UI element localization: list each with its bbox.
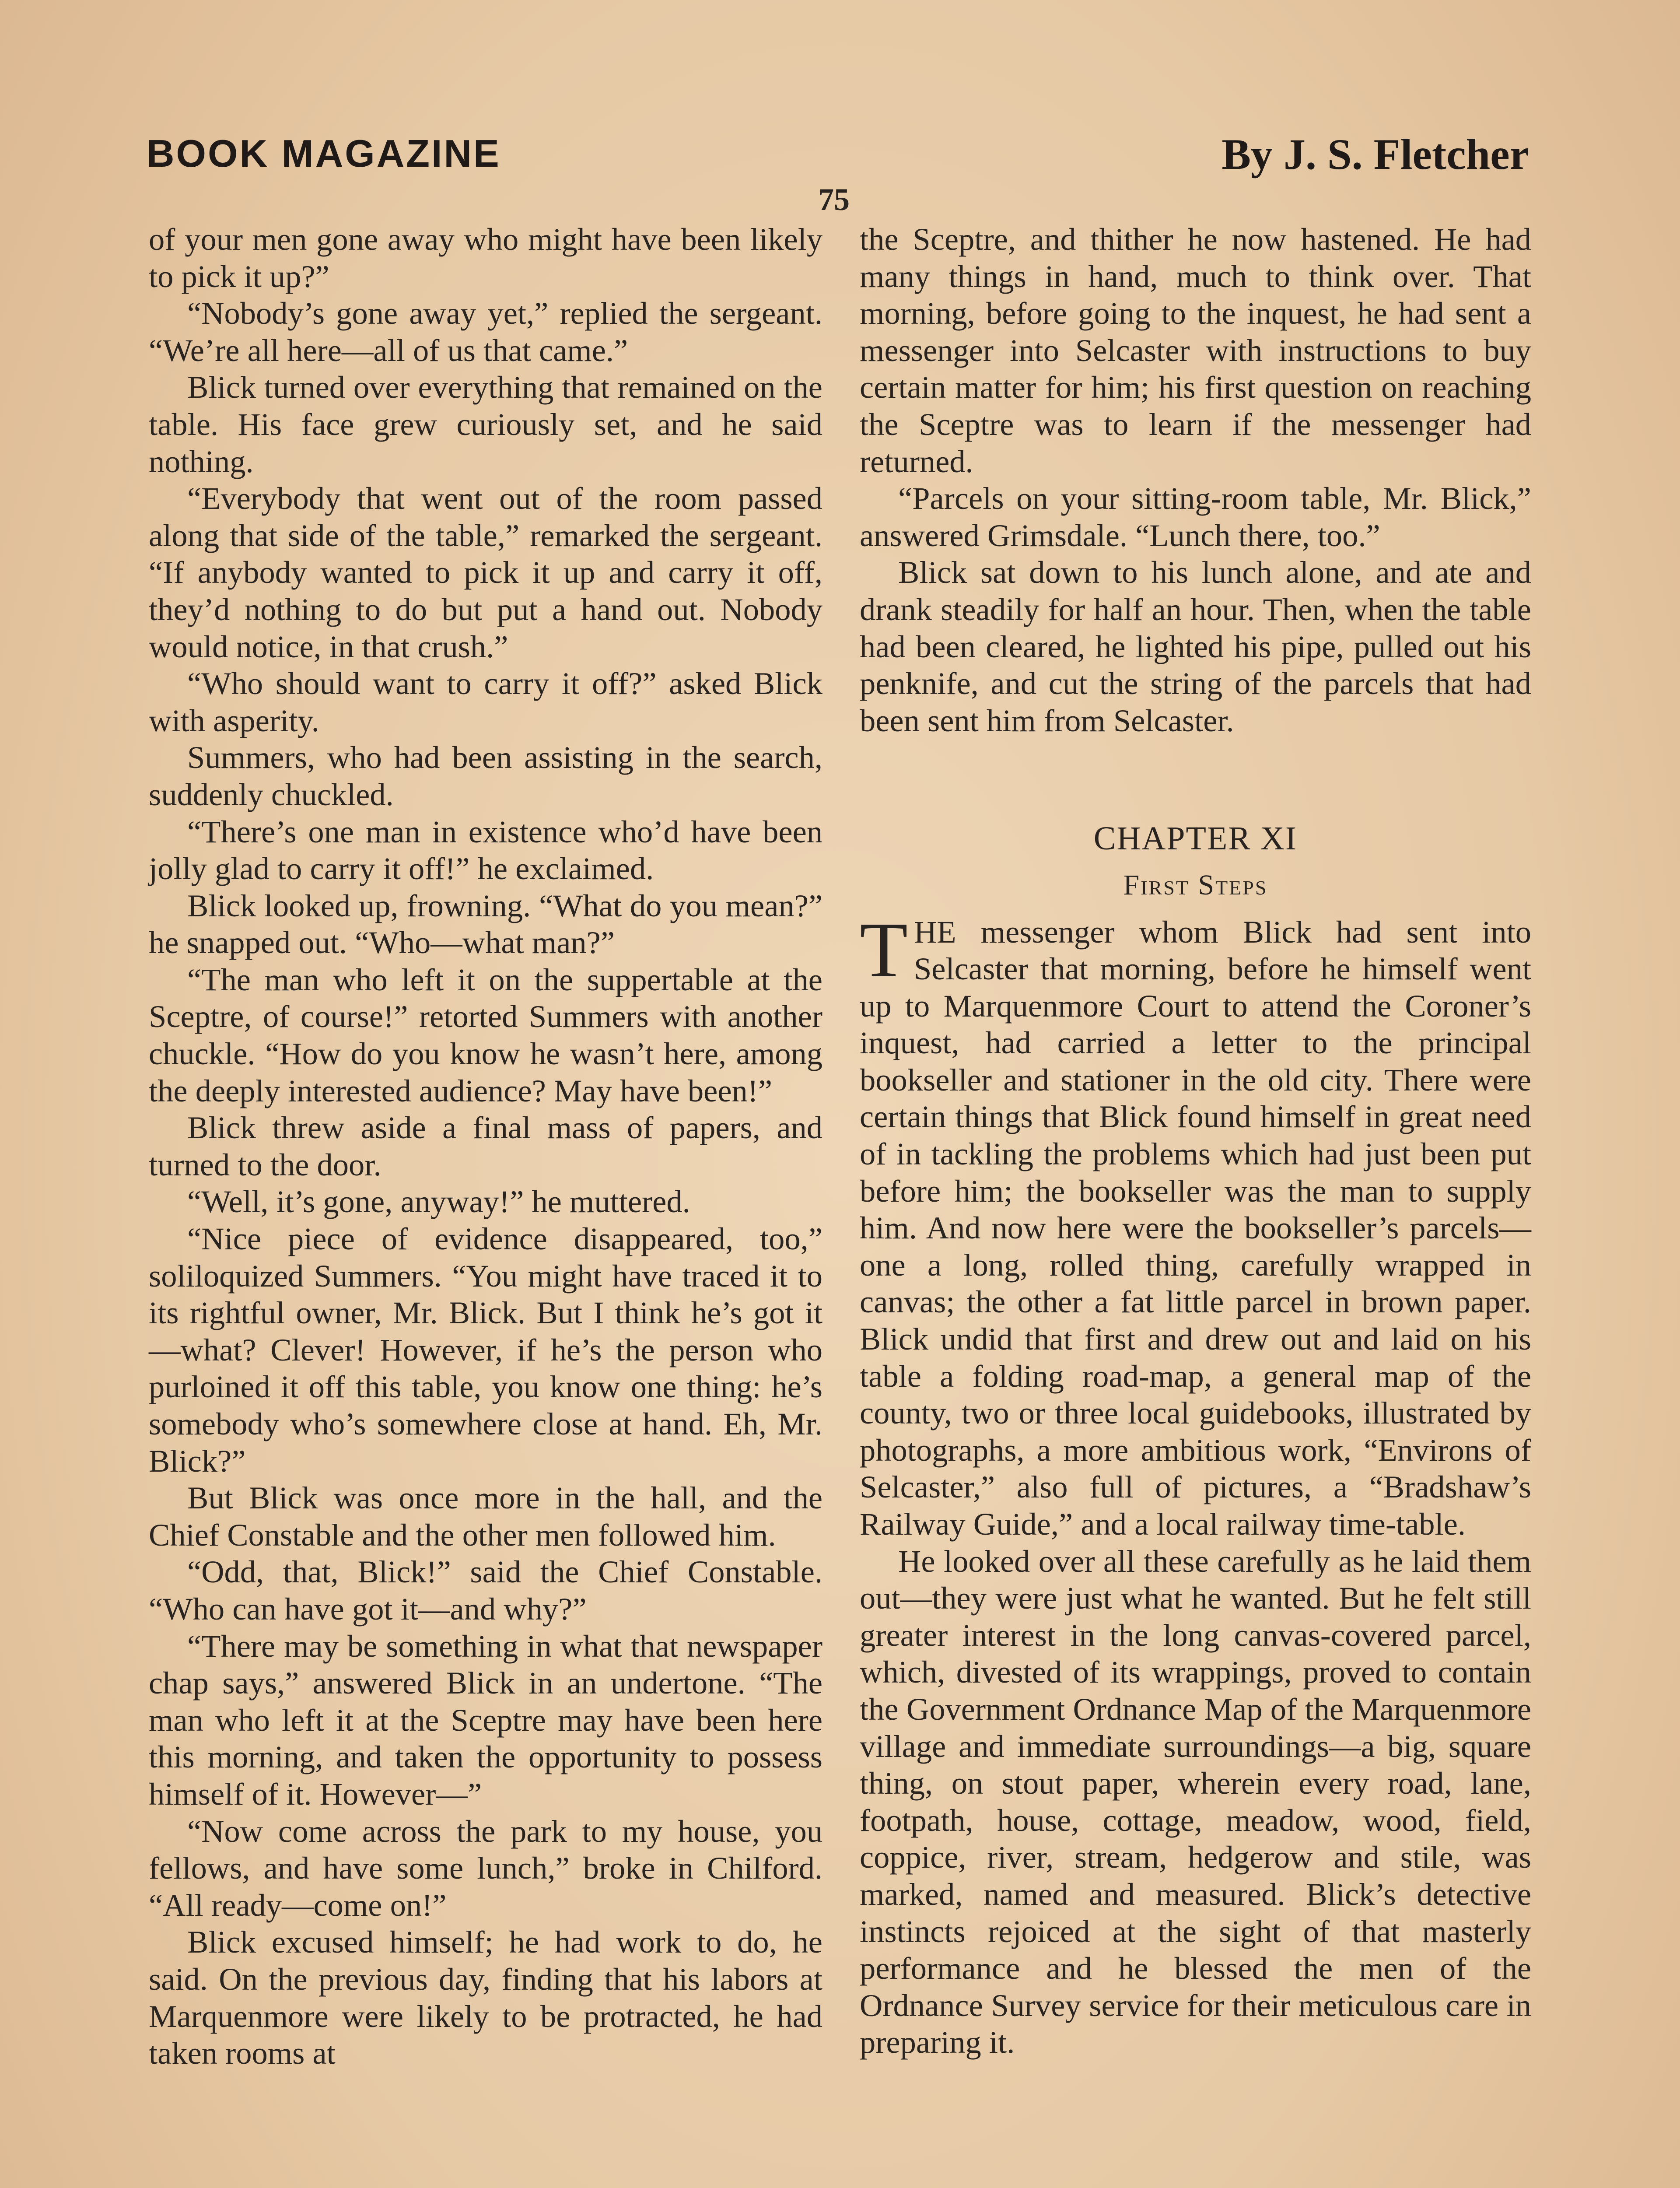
paragraph: “Well, it’s gone, anyway!” he muttered. [187,1184,690,1220]
paragraph: “Everybody that went out of the room passed along that side of the table,” remarked the sergeant. “If anybody wanted to pick it up and carry it off, they’d nothing to do but put a hand out. Nobody would notice, in that crush.” [149,480,822,664]
paragraph: “There’s one man in existence who’d have been jolly glad to carry it off!” he exclaimed. [149,813,822,887]
paragraph: “Odd, that, Blick!” said the Chief Constable. “Who can have got it—and why?” [149,1554,822,1627]
paragraph: “Nice piece of evidence disappeared, too,” soliloquized Summers. “You might have traced it to its rightful owner, Mr. Blick. But I think he’s got it—what? Clever! However, if he’s the person who purloined it off this table, you know one thing: he’s somebody who’s somewhere close at hand. Eh, Mr. Blick?” [149,1221,822,1479]
left-column [149,221,822,2072]
opening-text: messenger whom Blick had sent into Selcaster that morning, before he himself went up to Marquenmore Court to attend the Coroner’s inquest, had carried a letter to the principal bookseller and stationer in the old city. There were certain things that Blick found himself in great need of in tackling the problems which had just been put before him; the bookseller was the man to supply him. And now here were the bookseller’s parcels—one a long, rolled thing, carefully wrapped in canvas; the other a fat little parcel in brown paper. Blick undid that first and drew out and laid on his table a folding road-map, a general map of the county, two or three local guidebooks, illustrated by photographs, a more ambitious work, “Environs of Selcaster,” also full of pictures, a “Bradshaw’s Railway Guide,” and a local railway time-table. [860,914,1531,1542]
drop-cap: T [860,906,908,993]
paragraph: Summers, who had been assisting in the search, suddenly chuckled. [149,740,822,812]
paragraph: of your men gone away who might have been likely to pick it up?” [149,221,822,294]
paragraph: He looked over all these carefully as he laid them out—they were just what he wanted. But he felt still greater interest in the long canvas-covered parcel, which, divested of its wrappings, proved to contain the Government Ordnance Map of the Marquenmore village and immediate surroundings—a big, square thing, on stout paper, wherein every road, lane, footpath, house, cottage, meadow, wood, field, coppice, river, stream, hedgerow and stile, was marked, named and measured. Blick’s detective instincts rejoiced at the sight of that masterly performance and he blessed the men of the Ordnance Survey service for their meticulous care in preparing it. [860,1543,1531,2060]
chapter-subtitle: First Steps [1123,869,1268,901]
paragraph: “Now come across the park to my house, you fellows, and have some lunch,” broke in Chilford. “All ready—come on!” [149,1813,822,1923]
paragraph: Blick turned over everything that remained on the table. His face grew curiously set, and he said nothing. [149,369,822,479]
paragraph: Blick looked up, frowning. “What do you mean?” he snapped out. “Who—what man?” [149,887,822,961]
right-column [860,221,1531,2061]
page-number: 75 [818,182,850,217]
paragraph: “There may be something in what that newspaper chap says,” answered Blick in an undertone. “The man who left it at the Sceptre may have been here this morning, and taken the opportunity to possess himself of it. However—” [149,1628,822,1812]
chapter-opening-paragraph [860,906,1531,1543]
magazine-title: BOOK MAGAZINE [147,132,501,175]
paragraph: “Parcels on your sitting-room table, Mr. Blick,” answered Grimsdale. “Lunch there, too.” [860,480,1531,553]
paragraph: “Nobody’s gone away yet,” replied the sergeant. “We’re all here—all of us that came.” [149,295,822,368]
chapter-title: CHAPTER XI [1093,820,1298,857]
paragraph: “Who should want to carry it off?” asked Blick with asperity. [149,666,822,738]
paragraph: But Blick was once more in the hall, and the Chief Constable and the other men followed him. [149,1480,822,1553]
paragraph: Blick threw aside a final mass of papers, and turned to the door. [149,1110,822,1182]
author-byline: By J. S. Fletcher [1222,130,1529,179]
drop-cap-continuation: HE [914,914,956,950]
paragraph: “The man who left it on the suppertable at the Sceptre, of course!” retorted Summers with another chuckle. “How do you know he wasn’t here, among the deeply interested audience? May have been!” [149,961,822,1108]
paragraph: Blick excused himself; he had work to do, he said. On the previous day, finding that his labors at Marquenmore were likely to be protracted, he had taken rooms at [149,1924,822,2071]
paragraph: the Sceptre, and thither he now hastened. He had many things in hand, much to think over. That morning, before going to the inquest, he had sent a messenger into Selcaster with instructions to buy certain matter for him; his first question on reaching the Sceptre was to learn if the messenger had returned. [860,221,1531,479]
paragraph: Blick sat down to his lunch alone, and ate and drank steadily for half an hour. Then, when the table had been cleared, he lighted his pipe, pulled out his penknife, and cut the string of the parcels that had been sent him from Selcaster. [860,554,1531,738]
